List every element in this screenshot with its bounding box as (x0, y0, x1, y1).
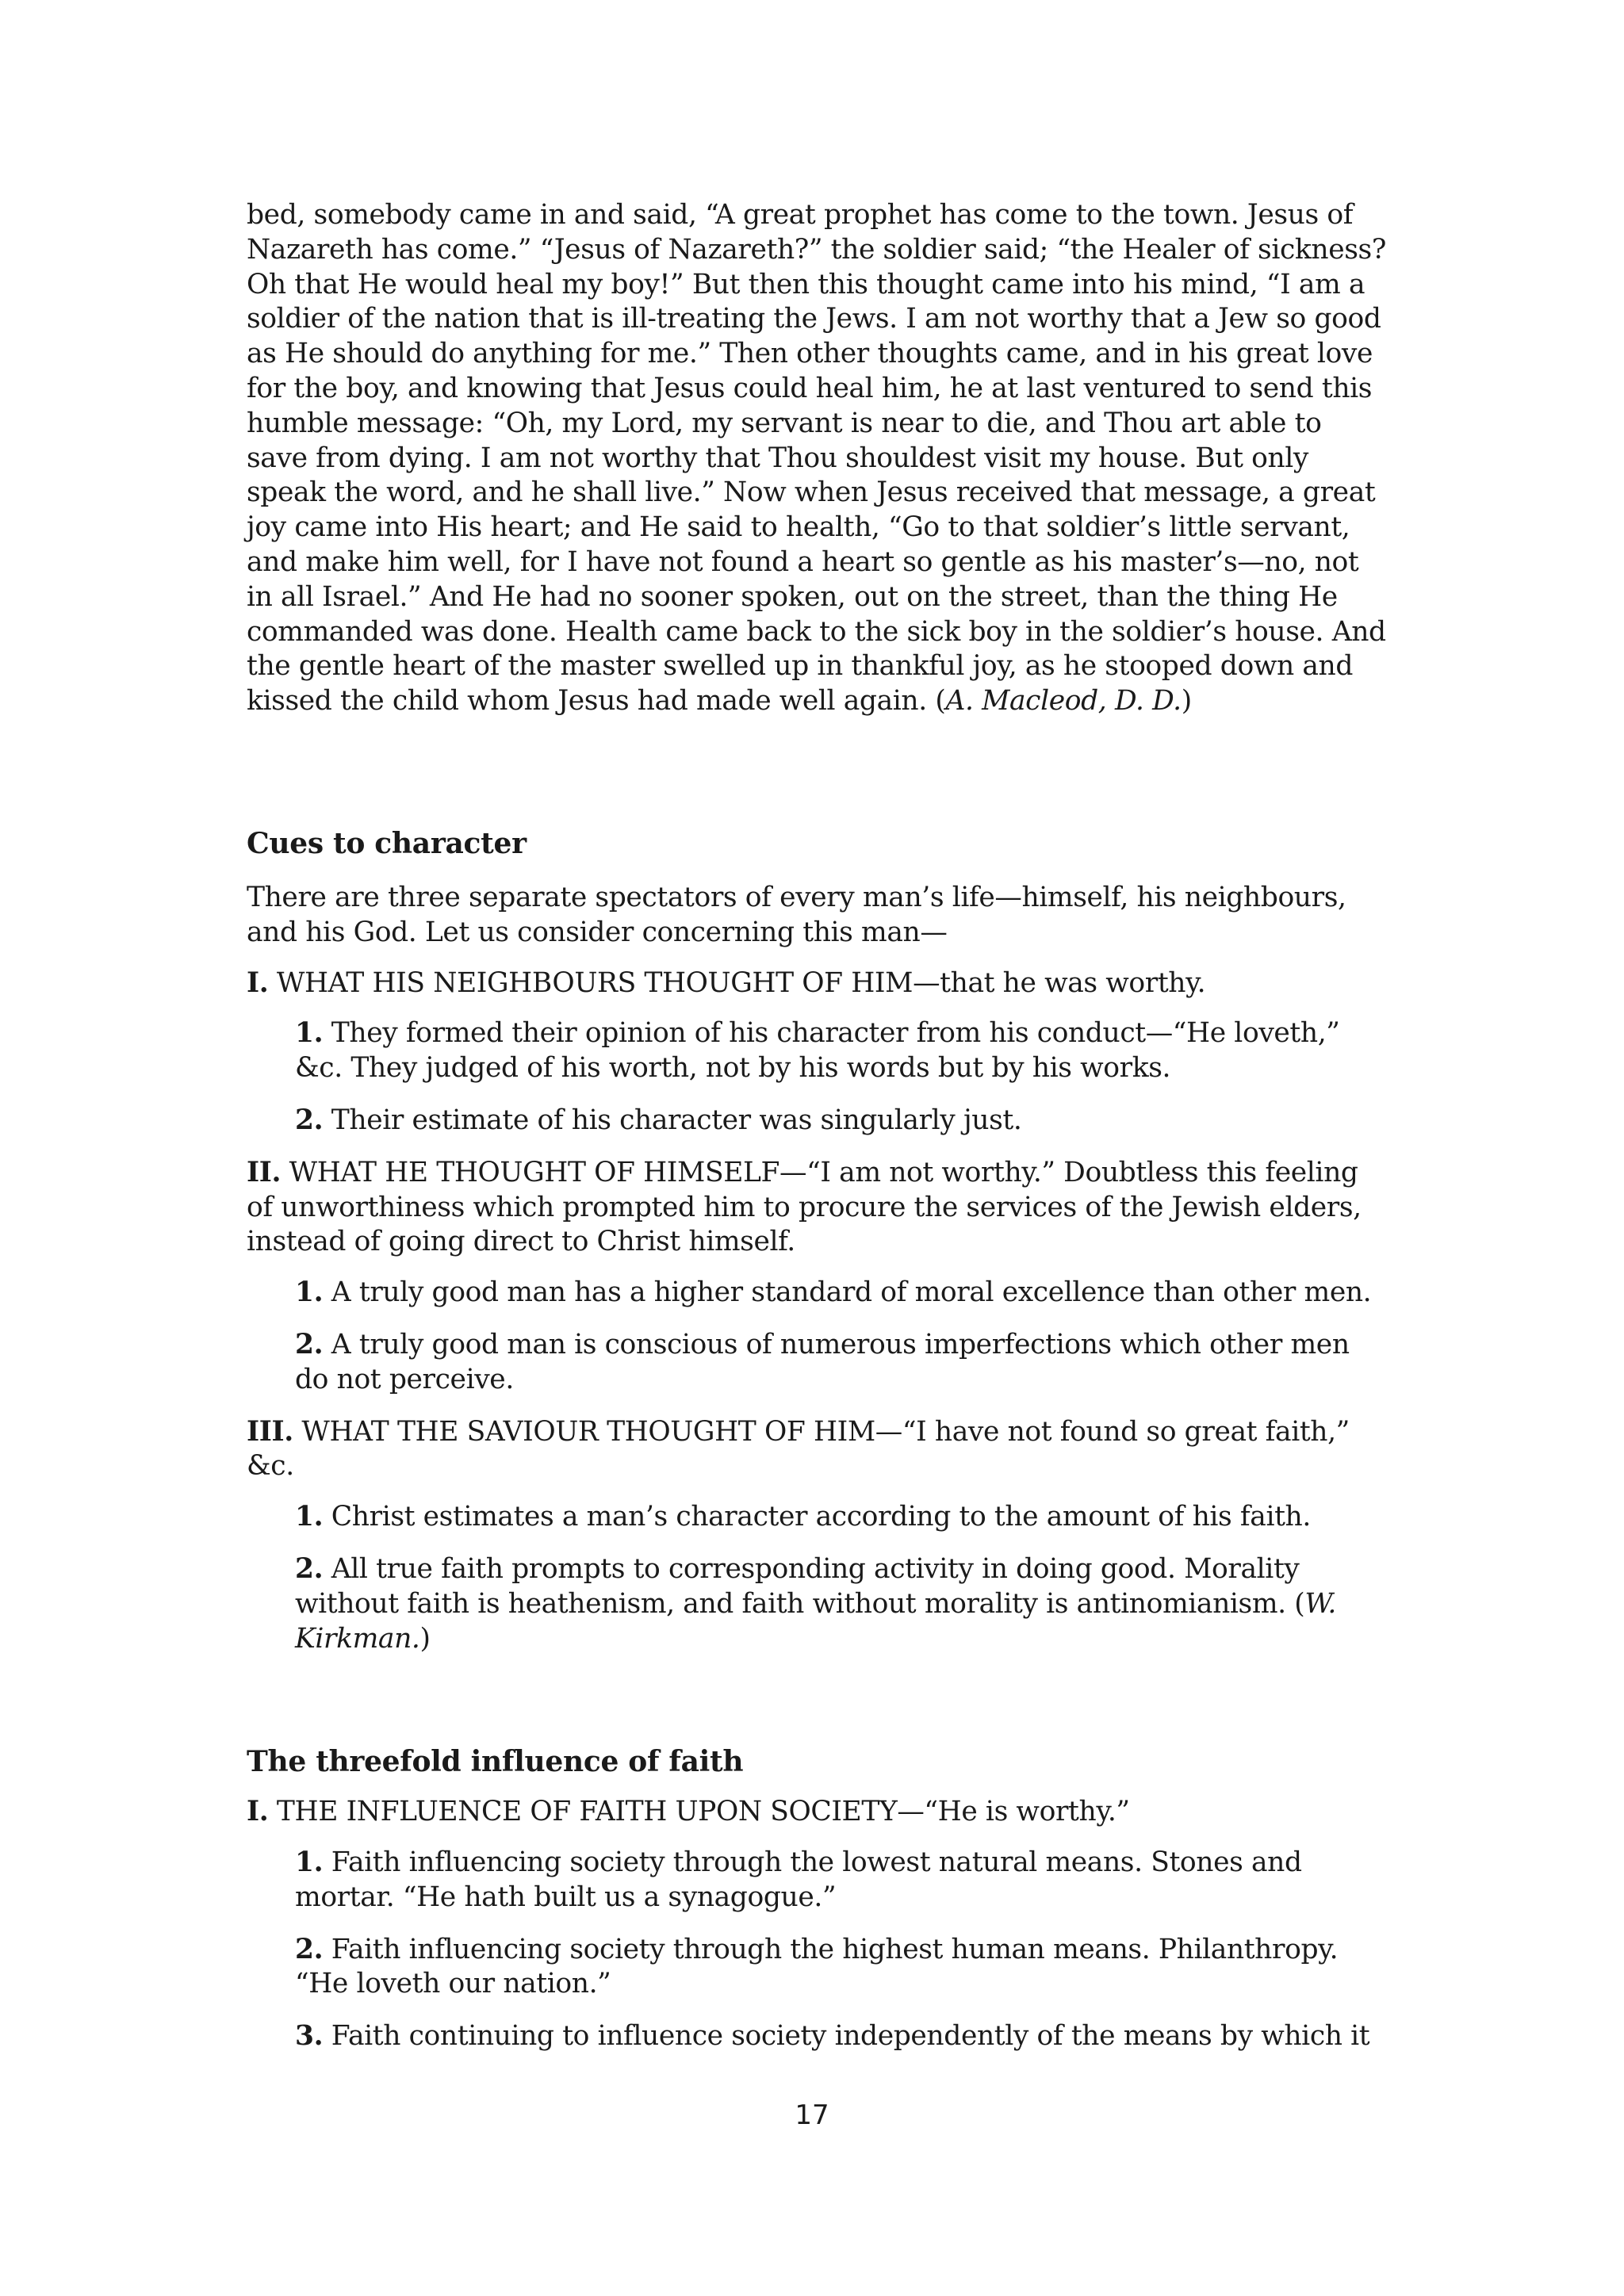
cues-point-3-sub-2: 2. All true faith prompts to corresponding activity in doing good. Morality without faith is heathenism, and faith without morality is antinomianism. (W. Kirkman.) (295, 1552, 1336, 1655)
sub-number: 2. (295, 1552, 324, 1585)
faith-point-1: I. THE INFLUENCE OF FAITH UPON SOCIETY—“He is worthy.” (247, 1796, 1130, 1828)
point-number: I. (247, 1796, 269, 1828)
sub-number: 2. (295, 1328, 324, 1360)
cues-lead-paragraph: There are three separate spectators of every man’s life—himself, his neighbours, and his God. Let us consider concerning this man— (247, 881, 1346, 948)
cues-point-3: III. WHAT THE SAVIOUR THOUGHT OF HIM—“I have not found so great faith,” &c. (247, 1415, 1350, 1483)
faith-point-1-sub-2: 2. Faith influencing society through the highest human means. Philanthropy. “He loveth our nation.” (295, 1933, 1339, 2000)
intro-close: ) (1181, 685, 1192, 718)
cues-point-2-sub-1: 1. A truly good man has a higher standard of moral excellence than other men. (295, 1276, 1372, 1309)
sub-number: 1. (295, 1846, 324, 1879)
cues-point-1-sub-2: 2. Their estimate of his character was singularly just. (295, 1104, 1022, 1136)
section-heading-faith: The threefold influence of faith (247, 1745, 744, 1779)
sub-number: 1. (295, 1501, 324, 1533)
sub-number: 2. (295, 1104, 324, 1136)
intro-author: A. Macleod, D. D. (945, 685, 1182, 718)
cues-point-2: II. WHAT HE THOUGHT OF HIMSELF—“I am not worthy.” Doubtless this feeling of unworthiness which prompted him to procure the services of the Jewish elders, instead of going direct to Christ himself. (247, 1156, 1362, 1258)
point-number: II. (247, 1156, 282, 1188)
faith-point-1-sub-3: 3. Faith continuing to influence society independently of the means by which it (295, 2020, 1370, 2053)
faith-point-1-sub-1: 1. Faith influencing society through the lowest natural means. Stones and mortar. “He hath built us a synagogue.” (295, 1846, 1302, 1913)
sub-number: 1. (295, 1276, 324, 1309)
intro-paragraph (247, 198, 1388, 719)
point-number: I. (247, 966, 269, 999)
document-page (247, 198, 1388, 2072)
cues-point-2-sub-2: 2. A truly good man is conscious of numerous imperfections which other men do not perceive. (295, 1328, 1350, 1395)
intro-text: bed, somebody came in and said, “A great prophet has come to the town. Jesus of Nazareth has come.” “Jesus of Nazareth?” the soldier said; “the Healer of sickness? Oh that He would heal my boy!” But then this thought came into his mind, “I am a soldier of the nation that is ill-treating the Jews. I am not worthy that a Jew so good as He should do anything for me.” Then other thoughts came, and in his great love for the boy, and knowing that Jesus could heal him, he at last ventured to send this humble message: “Oh, my Lord, my servant is near to die, and Thou art able to save from dying. I am not worthy that Thou shouldest visit my house. But only speak the word, and he shall live.” Now when Jesus received that message, a great joy came into His heart; and He said to health, “Go to that soldier’s little servant, and make him well, for I have not found a heart so gentle as his master’s—no, not in all Israel.” And He had no sooner spoken, out on the street, than the thing He commanded was done. Health came back to the sick boy in the soldier’s house. And the gentle heart of the master swelled up in thankful joy, as he stooped down and kissed the child whom Jesus had made well again. ( (247, 199, 1386, 718)
sub-number: 3. (295, 2020, 324, 2053)
point-number: III. (247, 1415, 293, 1448)
sub-number: 2. (295, 1933, 324, 1965)
sub-number: 1. (295, 1017, 324, 1050)
cues-point-3-sub-1: 1. Christ estimates a man’s character according to the amount of his faith. (295, 1501, 1311, 1533)
cues-author: W. Kirkman. (295, 1587, 1336, 1655)
cues-point-1: I. WHAT HIS NEIGHBOURS THOUGHT OF HIM—that he was worthy. (247, 966, 1206, 999)
page-number: 17 (795, 2099, 829, 2131)
cues-point-1-sub-1: 1. They formed their opinion of his character from his conduct—“He loveth,” &c. They judged of his worth, not by his words but by his works. (295, 1017, 1340, 1085)
section-heading-cues: Cues to character (247, 826, 527, 860)
